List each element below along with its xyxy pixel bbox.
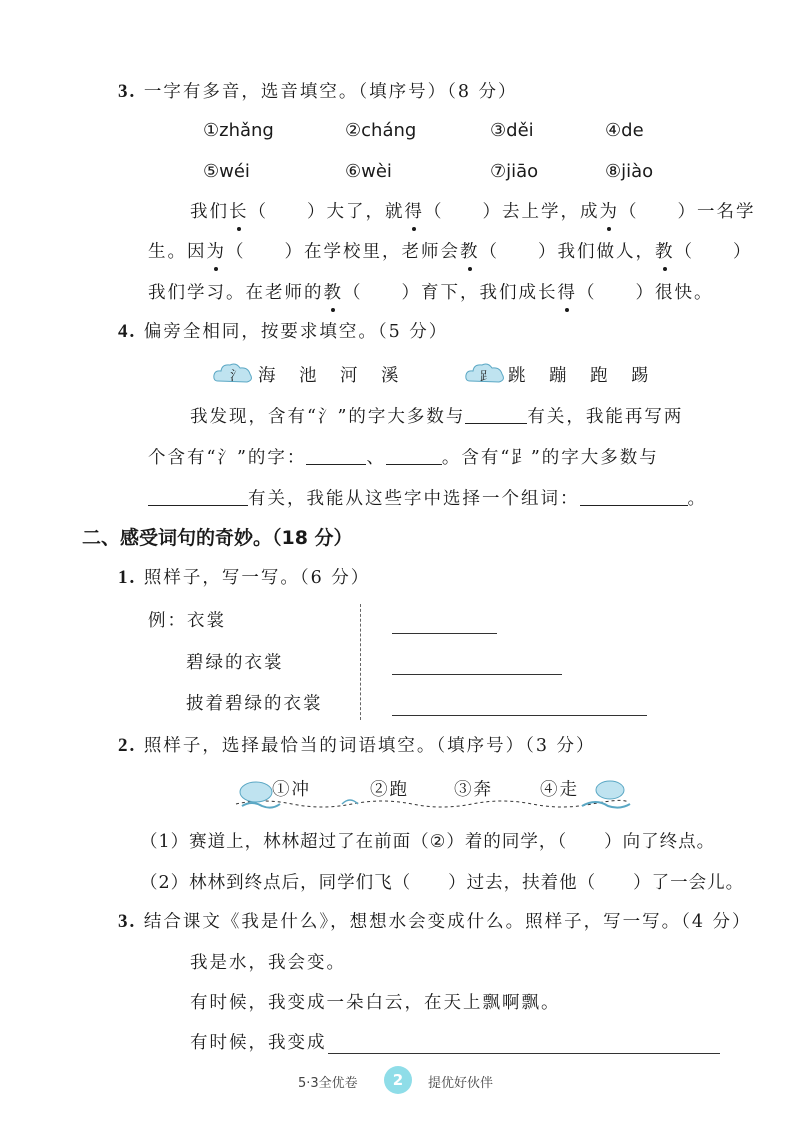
s2q2-sentence-2: （2）林林到终点后，同学们飞（ ）过去，扶着他（ ）了一会儿。	[140, 873, 745, 893]
q3-option-4: ④de	[605, 120, 644, 141]
q3-passage-line-2	[148, 240, 753, 264]
q4-title-line	[118, 320, 448, 344]
text-segment: 我们学习。在老师的	[148, 283, 324, 303]
answer-blank[interactable]	[386, 446, 442, 465]
sample-answer: ②	[429, 832, 447, 852]
s2q1-example-1: 例：衣裳	[148, 611, 226, 631]
answer-paren[interactable]: （ ）在学校里，老师会	[226, 242, 460, 262]
text-segment: 我发现，含有“氵”的字大多数与	[190, 407, 466, 427]
q3-option-6: ⑥wèi	[345, 161, 392, 182]
answer-blank[interactable]	[580, 487, 688, 506]
q4-words-foot: 跳 蹦 跑 踢	[508, 366, 652, 386]
text-segment: 有关，我能从这些字中选择一个组词：	[248, 489, 580, 509]
text-segment: 个含有“氵”的字：	[148, 448, 307, 468]
text-segment: 生。因	[148, 242, 207, 262]
text-segment: （1）赛道上，林林超过了在前面（	[140, 832, 430, 852]
text-segment: ）着的同学，（ ）向了终点。	[446, 832, 716, 852]
answer-blank[interactable]	[465, 405, 527, 424]
s2q1-title: 照样子，写一写。（6 分）	[143, 568, 371, 588]
text-segment: 、	[366, 448, 386, 468]
answer-paren[interactable]: （ ）大了，就	[248, 202, 405, 222]
answer-blank[interactable]	[148, 487, 248, 506]
answer-paren[interactable]: （ ）	[674, 242, 753, 262]
q3-option-2: ②cháng	[345, 120, 417, 141]
s2q2-title-line	[118, 734, 596, 758]
q3-passage-line-3	[148, 281, 714, 305]
s2q2-option-1: ①冲	[272, 780, 311, 800]
q3-option-7: ⑦jiāo	[490, 161, 539, 182]
q3-passage-line-1	[190, 200, 756, 224]
text-segment: 。含有“𧾷”的字大多数与	[441, 448, 659, 468]
s2q3-line-2: 有时候，我变成一朵白云，在天上飘啊飘。	[190, 993, 561, 1013]
s2q1-example-3: 披着碧绿的衣裳	[186, 694, 323, 714]
answer-paren[interactable]: （ ）我们做人，	[479, 242, 655, 262]
footer-slogan: 提优好伙伴	[428, 1076, 494, 1091]
answer-line-long[interactable]	[328, 1053, 720, 1054]
q3-option-3: ③děi	[490, 120, 534, 141]
footer-brand: 5·3全优卷	[298, 1076, 358, 1091]
s2q3-title-line	[118, 910, 752, 934]
answer-paren[interactable]: （ ）育下，我们成长	[343, 283, 558, 303]
q3-option-8: ⑧jiào	[605, 161, 654, 182]
dashed-divider	[360, 604, 361, 720]
answer-paren[interactable]: （ ）去上学，成	[424, 202, 600, 222]
q4-words-water: 海 池 河 溪	[258, 366, 402, 386]
cloud-icon	[212, 361, 254, 387]
q4-passage-line-1	[190, 405, 683, 429]
s2q1-example-2: 碧绿的衣裳	[186, 653, 284, 673]
dotted-char: 长	[229, 202, 249, 222]
answer-line-1[interactable]	[392, 633, 497, 634]
dotted-char: 为	[206, 242, 226, 262]
s2q2-option-2: ②跑	[370, 780, 409, 800]
dotted-char: 得	[557, 283, 577, 303]
page-number-badge: 2	[384, 1066, 412, 1094]
q4-title: 偏旁全相同，按要求填空。（5 分）	[143, 322, 449, 342]
s2q2-number: 2.	[118, 735, 137, 756]
s2q2-sentence-1	[140, 830, 715, 854]
s2q3-line-3: 有时候，我变成	[190, 1033, 327, 1053]
q4-number: 4.	[118, 321, 137, 342]
dotted-char: 教	[655, 242, 675, 262]
radical-label: 氵	[230, 369, 244, 384]
s2q3-number: 3.	[118, 911, 137, 932]
dotted-char: 为	[599, 202, 619, 222]
radical-label: 𧾷	[480, 369, 493, 383]
answer-paren[interactable]: （ ）很快。	[577, 283, 714, 303]
s2q2-title: 照样子，选择最恰当的词语填空。（填序号）（3 分）	[143, 736, 596, 756]
answer-line-3[interactable]	[392, 715, 647, 716]
q4-passage-line-2	[148, 446, 659, 470]
s2q1-title-line	[118, 566, 370, 590]
s2q1-number: 1.	[118, 567, 137, 588]
answer-line-2[interactable]	[392, 674, 562, 675]
s2q3-line-1: 我是水，我会变。	[190, 953, 346, 973]
answer-blank[interactable]	[306, 446, 366, 465]
section-2-title: 二、感受词句的奇妙。（18 分）	[82, 527, 353, 549]
s2q2-option-3: ③奔	[454, 780, 493, 800]
text-segment: 我们	[190, 202, 229, 222]
dotted-char: 得	[404, 202, 424, 222]
dotted-char: 教	[460, 242, 480, 262]
q3-title: 一字有多音，选音填空。（填序号）（8 分）	[143, 82, 518, 102]
q3-title-line	[118, 80, 518, 104]
text-segment: 有关，我能再写两	[527, 407, 684, 427]
q3-number: 3.	[118, 81, 137, 102]
s2q2-option-4: ④走	[540, 780, 579, 800]
cloud-icon	[464, 361, 506, 387]
dotted-char: 教	[323, 283, 343, 303]
q3-option-5: ⑤wéi	[203, 161, 250, 182]
q3-option-1: ①zhǎng	[203, 120, 274, 141]
q4-passage-line-3	[148, 487, 707, 511]
s2q3-title: 结合课文《我是什么》，想想水会变成什么。照样子，写一写。（4 分）	[143, 912, 752, 932]
text-segment: 。	[687, 489, 707, 509]
answer-paren[interactable]: （ ）一名学	[619, 202, 756, 222]
